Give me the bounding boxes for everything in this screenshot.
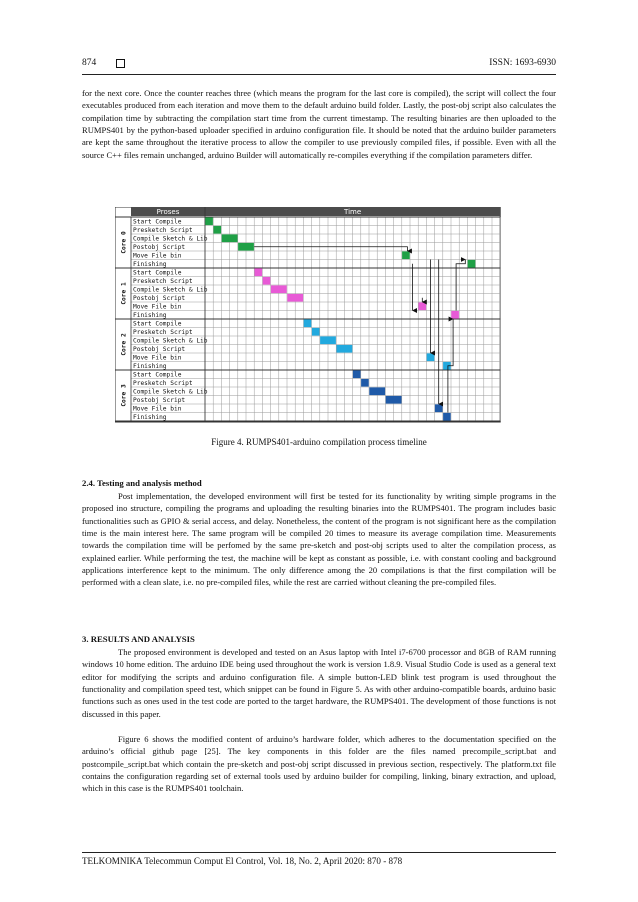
process-label: Start Compile — [133, 269, 182, 277]
process-label: Start Compile — [133, 320, 182, 328]
header-rule — [82, 74, 556, 75]
time-header-label: Time — [344, 208, 362, 216]
timeline-bar — [451, 311, 459, 319]
process-label: Finishing — [133, 414, 167, 421]
process-label: Presketch Script — [133, 227, 193, 234]
process-label: Postobj Script — [133, 397, 186, 404]
timeline-bar — [427, 353, 435, 361]
process-label: Move File bin — [133, 405, 182, 413]
process-label: Move File bin — [133, 354, 182, 362]
process-label: Compile Sketch & Lib — [133, 388, 208, 396]
timeline-bar — [402, 251, 410, 259]
timeline-chart — [115, 207, 517, 425]
process-label: Compile Sketch & Lib — [133, 286, 208, 294]
timeline-bar — [255, 268, 263, 276]
section-2-4-heading: 2.4. Testing and analysis method — [82, 478, 202, 488]
figure-caption: Figure 4. RUMPS401-arduino compilation process timeline — [211, 437, 427, 447]
process-label: Compile Sketch & Lib — [133, 235, 208, 243]
process-label: Presketch Script — [133, 380, 193, 387]
page-number: 874 — [82, 58, 97, 68]
process-label: Presketch Script — [133, 278, 193, 285]
timeline-bar — [386, 396, 402, 404]
process-label: Postobj Script — [133, 244, 186, 251]
timeline-bar — [205, 217, 213, 225]
timeline-bar — [361, 379, 369, 387]
timeline-bar — [238, 243, 254, 251]
section-3-heading: 3. RESULTS AND ANALYSIS — [82, 634, 195, 644]
timeline-bar — [263, 277, 271, 285]
proses-header-label: Proses — [156, 208, 180, 216]
section-3-paragraph-2: Figure 6 shows the modified content of arduino’s hardware folder, which adheres to the documentation specified on the arduino’s official github page [25]. The key components in this folder are the files named precompile_script.bat and postcompile_script.bat which contain the pre-sketch and post-obj script discussed in previous section, respectively. The platform.txt file contains the configuration regarding set of external tools used by arduino builder for compiling, linking, binary extraction, and upload, which in this case is the RUMPS401 toolchain. — [82, 734, 556, 794]
process-label: Start Compile — [133, 371, 182, 379]
timeline-bar — [419, 302, 427, 310]
timeline-bar — [214, 226, 222, 234]
process-label: Postobj Script — [133, 346, 186, 353]
process-label: Compile Sketch & Lib — [133, 337, 208, 345]
core-label: Core 0 — [120, 231, 128, 254]
timeline-bar — [337, 345, 353, 353]
timeline-bar — [468, 260, 476, 268]
page-footer: TELKOMNIKA Telecommun Comput El Control, Vol. 18, No. 2, April 2020: 870 - 878 — [82, 856, 403, 866]
process-label: Move File bin — [133, 303, 182, 311]
process-label: Finishing — [133, 312, 167, 319]
core-label: Core 3 — [120, 384, 128, 407]
footer-rule — [82, 852, 556, 853]
core-label: Core 1 — [120, 282, 128, 305]
process-label: Presketch Script — [133, 329, 193, 336]
timeline-bar — [304, 319, 312, 327]
intro-paragraph: for the next core. Once the counter reaches three (which means the program for the last core is compiled), the script will collect the four executables produced from each iteration and move them to the default arduino build folder. Lastly, the post-obj script also calculates the compilation time by subtracting the compilation start time from the current timestamp. The resulting binaries are then uploaded to the RUMPS401 by the python-based uploader specified in arduino configuration file. It should be noted that the arduino builder parameters are kept the same throughout the iterative process to allow the compiler to use previously compiled files, if possible. Even with all the source C++ files remain unchanged, arduino Builder will automatically re-compiles everything if the compilation parameters differ. — [82, 88, 556, 160]
core-label: Core 2 — [120, 333, 128, 356]
timeline-bar — [271, 285, 287, 293]
process-label: Finishing — [133, 363, 167, 370]
checkbox-square-icon — [116, 59, 125, 68]
timeline-bar — [287, 294, 303, 302]
figure-4 — [115, 207, 517, 430]
section-3-paragraph-1: The proposed environment is developed and tested on an Asus laptop with Intel i7-6700 processor and 8GB of RAM running windows 10 home edition. The arduino IDE being used throughout the work is version 1.8.9. Visual Studio Code is used as a general text editor for modifying the scripts and arduino configuration file. A simple button-LED blink test program is used throughout the functionality and compilation speed test, which snippet can be found in Figure 5. As with other arduino-compatible boards, arduino basic functions such as ones used in the test code are ported to the target hardware, the RUMPS401. The development of those functions is not discussed in this paper. — [82, 647, 556, 719]
process-label: Start Compile — [133, 218, 182, 226]
issn-label: ISSN: 1693-6930 — [489, 58, 556, 68]
page-header — [82, 58, 556, 72]
timeline-bar — [353, 370, 361, 378]
process-label: Finishing — [133, 261, 167, 268]
timeline-bar — [443, 413, 451, 421]
timeline-bar — [435, 404, 443, 412]
process-label: Move File bin — [133, 252, 182, 260]
timeline-bar — [320, 336, 336, 344]
section-2-4-paragraph: Post implementation, the developed environment will first be tested for its functionality by writing simple programs in the proposed ino structure, compiling the programs and uploading the resulting binaries into the RUMPS401. The program includes basic functionalities such as GPIO & serial access, and delay. Nonetheless, the content of the program is not significant here as the compilation time is the main interest here. The same program will be compiled 20 times to measure its average compilation time. Measurements towards the compilation time will be perfomed by the same pre-sketch and post-obj scripts used to alter the compilation process, as explained earlier. While performing the test, the machine will be kept as constant as possible, i.e. with constant cooling and background applications interference kept to the minimum. The only difference among the 20 compilations is that the first compilation will be performed with a clean slate, i.e. no pre-compiled files, while the rest are carried without cleaning the pre-compiled files. — [82, 491, 556, 588]
process-label: Postobj Script — [133, 295, 186, 302]
timeline-bar — [369, 387, 385, 395]
timeline-bar — [312, 328, 320, 336]
timeline-bar — [222, 234, 238, 242]
